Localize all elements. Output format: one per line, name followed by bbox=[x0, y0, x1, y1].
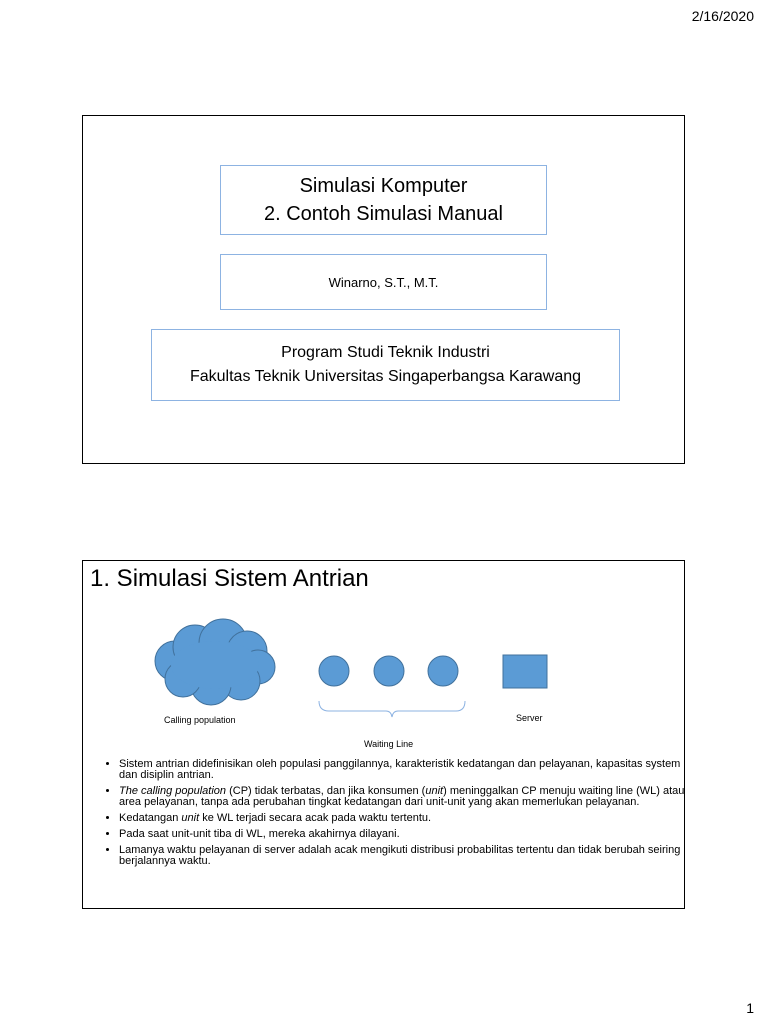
bullet-list bbox=[105, 759, 689, 872]
slide-queue-system bbox=[82, 560, 685, 909]
waiting-unit-1 bbox=[319, 656, 349, 686]
bullet-item: • The calling population (CP) tidak terbatas, dan jika konsumen (unit) meninggalkan CP menuju waiting line (WL) atau area pelayanan, tanpa ada perubahan tingkat kedatangan dari unit-unit yang akan memerlukan pelayanan. bbox=[119, 786, 689, 808]
title-line-1: Simulasi Komputer bbox=[299, 175, 468, 197]
calling-population-cloud bbox=[155, 619, 275, 705]
queue-diagram bbox=[83, 561, 686, 761]
bullet-item: • Kedatangan unit ke WL terjadi secara acak pada waktu tertentu. bbox=[119, 813, 689, 824]
author-box bbox=[220, 254, 547, 310]
author-name: Winarno, S.T., M.T. bbox=[328, 274, 439, 290]
slide-title: 1. Simulasi Sistem Antrian bbox=[90, 565, 369, 592]
institution-box bbox=[151, 329, 620, 401]
date-stamp: 2/16/2020 bbox=[691, 8, 754, 24]
institution-line-1: Program Studi Teknik Industri bbox=[281, 344, 490, 361]
title-line-2: 2. Contoh Simulasi Manual bbox=[263, 203, 503, 225]
waiting-line-brace bbox=[319, 701, 465, 717]
server-label: Server bbox=[516, 713, 543, 723]
waiting-line-label: Waiting Line bbox=[364, 739, 414, 749]
bullet-item: • Lamanya waktu pelayanan di server adalah acak mengikuti distribusi probabilitas tertentu dan tidak berubah seiring berjalannya waktu. bbox=[119, 845, 689, 867]
waiting-unit-2 bbox=[374, 656, 404, 686]
institution-line-2: Fakultas Teknik Universitas Singaperbangsa Karawang bbox=[189, 368, 582, 385]
waiting-unit-3 bbox=[428, 656, 458, 686]
server-square bbox=[503, 655, 547, 688]
bullet-item: • Pada saat unit-unit tiba di WL, mereka akahirnya dilayani. bbox=[119, 829, 689, 840]
title-box bbox=[220, 165, 547, 235]
page-number: 1 bbox=[746, 1000, 754, 1016]
calling-population-label: Calling population bbox=[164, 715, 236, 725]
slide-title-page bbox=[82, 115, 685, 464]
bullet-item: • Sistem antrian didefinisikan oleh populasi panggilannya, karakteristik kedatangan dan pelayanan, kapasitas system dan disiplin antrian. bbox=[119, 759, 689, 781]
